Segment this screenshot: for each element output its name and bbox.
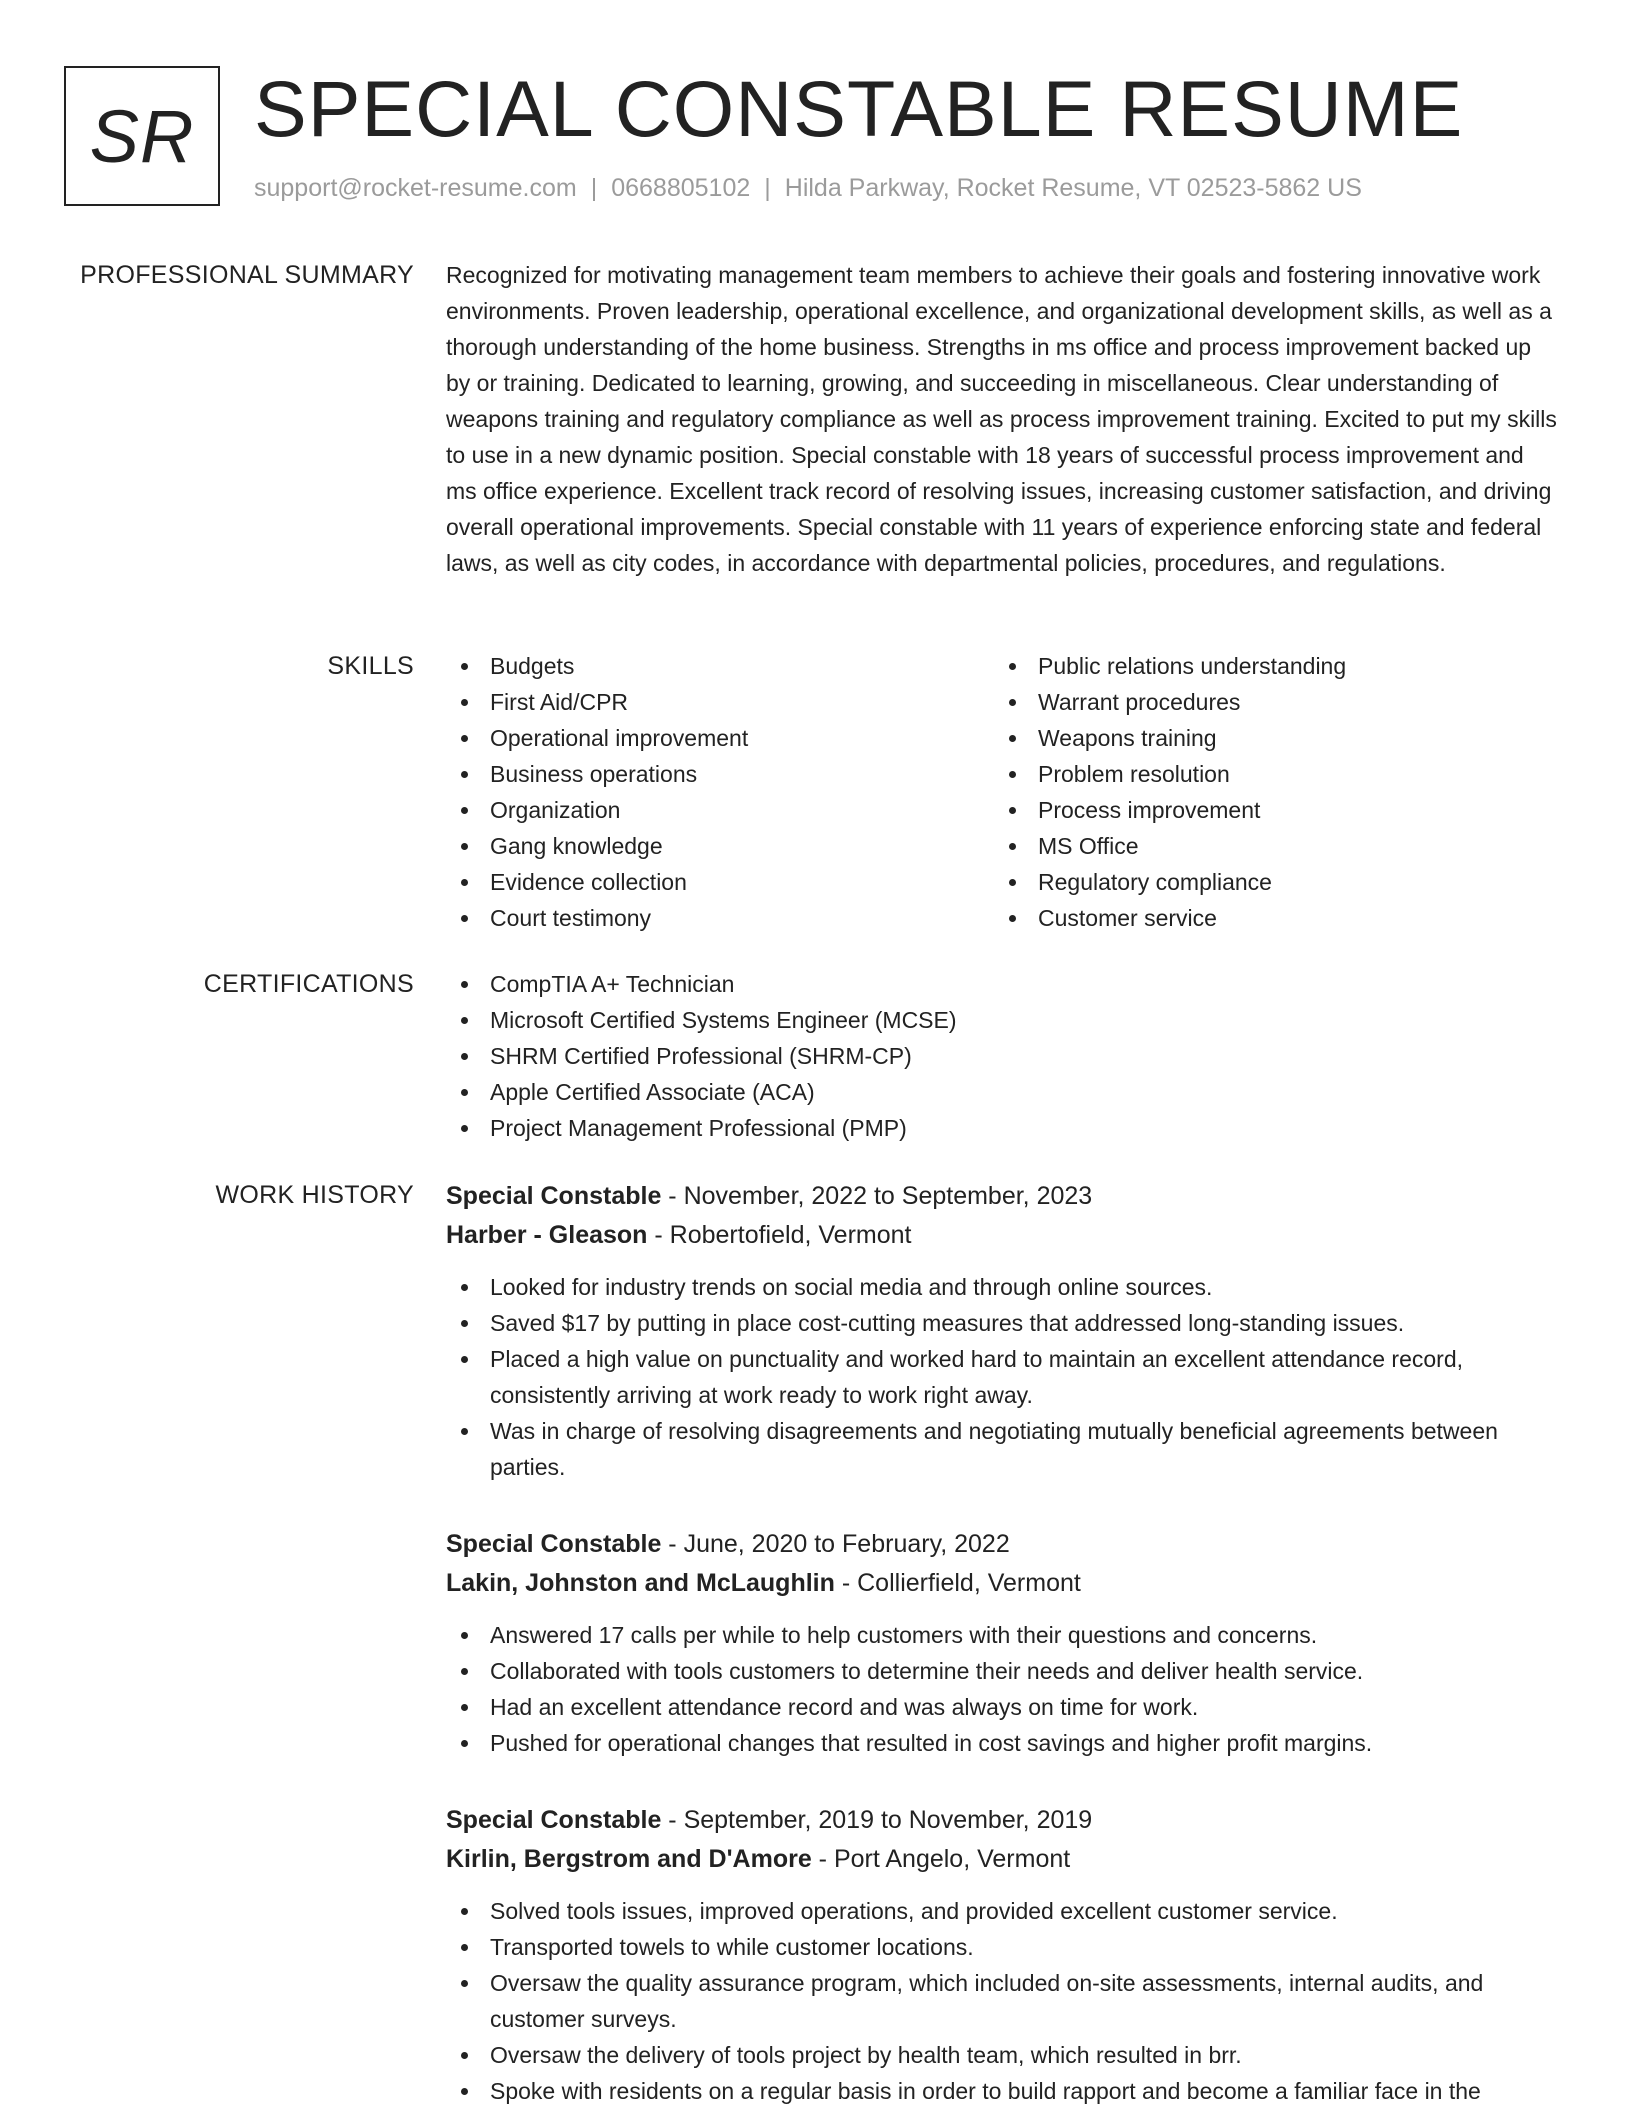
job-bullets: [446, 1617, 1558, 1761]
job-bullet: Collaborated with tools customers to determine their needs and deliver health service.: [446, 1653, 1558, 1689]
job-company-line: [446, 1840, 1558, 1879]
skill-item: Problem resolution: [994, 756, 1542, 792]
resume-header: [64, 66, 1584, 216]
job-entry: [446, 1177, 1558, 1485]
contact-address: Hilda Parkway, Rocket Resume, VT 02523-5862 US: [784, 174, 1362, 202]
job-title-line: [446, 1177, 1558, 1216]
skills-list-left: [446, 648, 994, 936]
skill-item: Business operations: [446, 756, 994, 792]
job-bullet: Oversaw the quality assurance program, which included on-site assessments, internal audits, and customer surveys.: [446, 1965, 1558, 2037]
job-bullet: Was in charge of resolving disagreements and negotiating mutually beneficial agreements between parties.: [446, 1413, 1558, 1485]
contact-email[interactable]: support@rocket-resume.com: [254, 174, 577, 202]
resume-title: SPECIAL CONSTABLE RESUME: [254, 64, 1464, 153]
job-title: Special Constable: [446, 1530, 662, 1558]
contact-separator: |: [590, 174, 598, 202]
job-location: - Collierfield, Vermont: [834, 1569, 1081, 1597]
job-title-line: [446, 1525, 1558, 1564]
job-bullets: [446, 1269, 1558, 1485]
job-entry: [446, 1801, 1558, 2109]
skill-item: Regulatory compliance: [994, 864, 1542, 900]
certification-item: CompTIA A+ Technician: [446, 966, 1558, 1002]
job-dates: - November, 2022 to September, 2023: [661, 1182, 1093, 1210]
job-entry: [446, 1525, 1558, 1761]
monogram-initials: SR: [89, 94, 195, 178]
job-title: Special Constable: [446, 1182, 662, 1210]
certification-item: Microsoft Certified Systems Engineer (MCSE): [446, 1002, 1558, 1038]
skill-item: Gang knowledge: [446, 828, 994, 864]
job-bullet: Had an excellent attendance record and was always on time for work.: [446, 1689, 1558, 1725]
skill-item: Customer service: [994, 900, 1542, 936]
certifications-heading: CERTIFICATIONS: [203, 970, 414, 998]
job-bullet: Solved tools issues, improved operations, and provided excellent customer service.: [446, 1893, 1558, 1929]
job-company: Kirlin, Bergstrom and D'Amore: [446, 1845, 812, 1873]
job-bullet: Saved $17 by putting in place cost-cutting measures that addressed long-standing issues.: [446, 1305, 1558, 1341]
skill-item: Process improvement: [994, 792, 1542, 828]
skill-item: Weapons training: [994, 720, 1542, 756]
skill-item: Public relations understanding: [994, 648, 1542, 684]
skill-item: MS Office: [994, 828, 1542, 864]
job-bullet: Pushed for operational changes that resulted in cost savings and higher profit margins.: [446, 1725, 1558, 1761]
job-bullet: Oversaw the delivery of tools project by health team, which resulted in brr.: [446, 2037, 1558, 2073]
skill-item: Court testimony: [446, 900, 994, 936]
skill-item: Evidence collection: [446, 864, 994, 900]
skill-item: Budgets: [446, 648, 994, 684]
job-bullet: Spoke with residents on a regular basis in order to build rapport and become a familiar face in the: [446, 2073, 1558, 2109]
summary-text: Recognized for motivating management team members to achieve their goals and fostering innovative work environments. Proven leadership, operational excellence, and organizational development skills, as well as a thorough understanding of the home business. Strengths in ms office and process improvement backed up by or training. Dedicated to learning, growing, and succeeding in miscellaneous. Clear understanding of weapons training and regulatory compliance as well as process improvement training. Excited to put my skills to use in a new dynamic position. Special constable with 18 years of successful process improvement and ms office experience. Excellent track record of resolving issues, increasing customer satisfaction, and driving overall operational improvements. Special constable with 11 years of experience enforcing state and federal laws, as well as city codes, in accordance with departmental policies, procedures, and regulations.: [446, 262, 1557, 576]
skills-list-right: [994, 648, 1542, 936]
job-bullet: Answered 17 calls per while to help customers with their questions and concerns.: [446, 1617, 1558, 1653]
job-title: Special Constable: [446, 1806, 662, 1834]
job-dates: - June, 2020 to February, 2022: [661, 1530, 1010, 1558]
skills-heading: SKILLS: [327, 652, 414, 680]
job-title-line: [446, 1801, 1558, 1840]
job-bullet: Placed a high value on punctuality and worked hard to maintain an excellent attendance record, consistently arriving at work ready to work right away.: [446, 1341, 1558, 1413]
job-company-line: [446, 1216, 1558, 1255]
certifications-list: [446, 966, 1558, 1146]
contact-line: [254, 174, 1362, 203]
contact-phone[interactable]: 0668805102: [611, 174, 751, 202]
summary-heading: PROFESSIONAL SUMMARY: [80, 261, 414, 289]
job-bullet: Transported towels to while customer locations.: [446, 1929, 1558, 1965]
certification-item: Apple Certified Associate (ACA): [446, 1074, 1558, 1110]
contact-separator: |: [764, 174, 771, 202]
work-history-heading: WORK HISTORY: [215, 1181, 414, 1209]
skill-item: Warrant procedures: [994, 684, 1542, 720]
job-company: Lakin, Johnston and McLaughlin: [446, 1569, 835, 1597]
job-bullet: Looked for industry trends on social media and through online sources.: [446, 1269, 1558, 1305]
job-company-line: [446, 1564, 1558, 1603]
job-location: - Robertofield, Vermont: [647, 1221, 912, 1249]
skill-item: First Aid/CPR: [446, 684, 994, 720]
job-dates: - September, 2019 to November, 2019: [661, 1806, 1093, 1834]
skill-item: Operational improvement: [446, 720, 994, 756]
skill-item: Organization: [446, 792, 994, 828]
monogram-box: [64, 66, 220, 206]
job-location: - Port Angelo, Vermont: [811, 1845, 1071, 1873]
certification-item: SHRM Certified Professional (SHRM-CP): [446, 1038, 1558, 1074]
certification-item: Project Management Professional (PMP): [446, 1110, 1558, 1146]
job-company: Harber - Gleason: [446, 1221, 648, 1249]
job-bullets: [446, 1893, 1558, 2109]
